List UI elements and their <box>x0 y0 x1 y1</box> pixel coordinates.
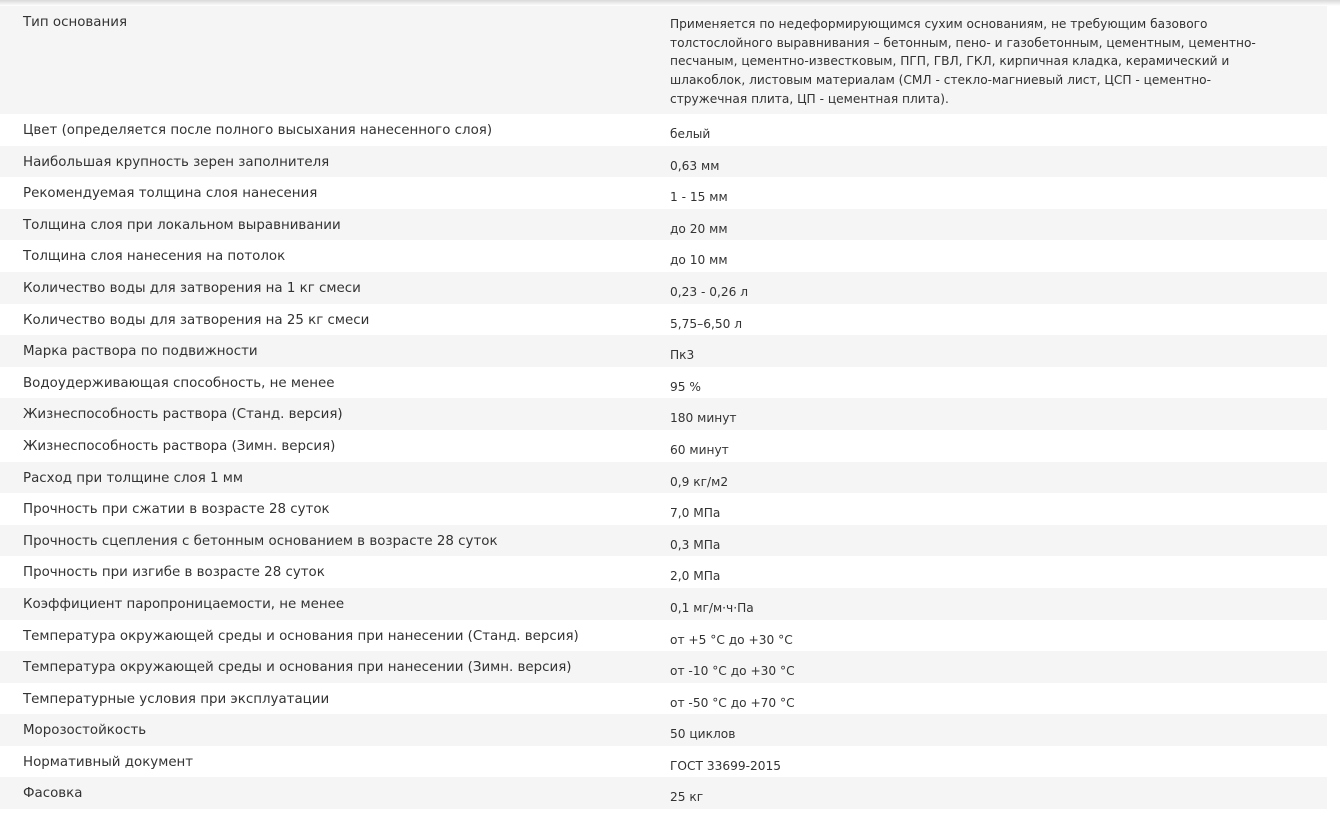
spec-row <box>0 588 1327 620</box>
spec-label: Толщина слоя нанесения на потолок <box>23 249 286 265</box>
spec-value: 25 кг <box>670 790 704 805</box>
spec-label: Прочность сцепления с бетонным основанием в возрасте 28 суток <box>23 533 498 549</box>
spec-label: Нормативный документ <box>23 754 194 770</box>
spec-value: от -50 °С до +70 °С <box>670 695 795 710</box>
spec-value: 2,0 МПа <box>670 569 721 584</box>
spec-label: Прочность при сжатии в возрасте 28 суток <box>23 502 330 518</box>
spec-row <box>0 683 1327 715</box>
spec-row <box>0 304 1327 336</box>
spec-row <box>0 209 1327 241</box>
spec-label: Цвет (определяется после полного высыхания нанесенного слоя) <box>23 123 493 138</box>
spec-label: Рекомендуемая толщина слоя нанесения <box>23 186 318 202</box>
spec-label: Прочность при изгибе в возрасте 28 суток <box>23 565 325 581</box>
spec-row <box>0 398 1327 430</box>
spec-value: ГОСТ 33699-2015 <box>670 758 782 773</box>
spec-row <box>0 556 1327 588</box>
spec-row <box>0 777 1327 809</box>
spec-label: Температурные условия при эксплуатации <box>23 691 330 707</box>
spec-value: 0,9 кг/м2 <box>670 474 729 489</box>
spec-row <box>0 493 1327 525</box>
spec-value: 0,63 мм <box>670 158 720 173</box>
spec-value: Применяется по недеформирующимся сухим основаниям, не требующим базового толстослойного выравнивания – бетонным, пено- и газобетонным, цементным, цементно-песчаным, цементно-известковым, ПГП, ГВЛ, ГКЛ, кирпичная кладка, керамический и шлакоблок, листовым материалам (СМЛ - стекло-магниевый лист, ЦСП - цементно-стружечная плита, ЦП - цементная плита). <box>670 17 1256 106</box>
spec-row <box>0 651 1327 683</box>
spec-row <box>0 146 1327 178</box>
spec-label: Водоудерживающая способность, не менее <box>23 375 335 391</box>
spec-value: 1 - 15 мм <box>670 190 728 205</box>
spec-row <box>0 367 1327 399</box>
spec-row <box>0 430 1327 462</box>
spec-value: 5,75–6,50 л <box>670 316 743 331</box>
spec-row <box>0 525 1327 557</box>
spec-value: от -10 °С до +30 °С <box>670 664 795 679</box>
spec-value: 95 % <box>670 379 701 394</box>
spec-value: до 20 мм <box>670 221 728 236</box>
spec-label: Марка раствора по подвижности <box>23 344 258 360</box>
spec-row <box>0 114 1327 146</box>
spec-row <box>0 714 1327 746</box>
spec-row <box>0 177 1327 209</box>
spec-label: Расход при толщине слоя 1 мм <box>23 470 244 486</box>
spec-row <box>0 620 1327 652</box>
spec-row <box>0 240 1327 272</box>
spec-label: Количество воды для затворения на 1 кг смеси <box>23 280 361 296</box>
spec-value: Пк3 <box>670 348 695 363</box>
spec-value: до 10 мм <box>670 253 728 268</box>
spec-label: Количество воды для затворения на 25 кг смеси <box>23 312 370 328</box>
spec-label: Коэффициент паропроницаемости, не менее <box>23 596 345 612</box>
spec-value: 50 циклов <box>670 727 736 742</box>
spec-label: Морозостойкость <box>23 723 147 739</box>
spec-label: Жизнеспособность раствора (Станд. версия) <box>23 407 343 423</box>
spec-label: Температура окружающей среды и основания при нанесении (Станд. версия) <box>23 628 579 644</box>
spec-label: Температура окружающей среды и основания при нанесении (Зимн. версия) <box>23 660 572 676</box>
spec-value: 0,1 мг/м·ч·Па <box>670 600 754 615</box>
spec-value: 180 минут <box>670 411 737 426</box>
spec-value: белый <box>670 127 711 141</box>
spec-label: Жизнеспособность раствора (Зимн. версия) <box>23 438 336 454</box>
spec-label: Фасовка <box>23 786 83 802</box>
spec-value: от +5 °С до +30 °С <box>670 632 793 647</box>
spec-row <box>0 272 1327 304</box>
spec-label: Тип основания <box>23 15 128 30</box>
spec-row <box>0 335 1327 367</box>
spec-row <box>0 746 1327 778</box>
spec-value: 0,3 МПа <box>670 537 721 552</box>
spec-value: 0,23 - 0,26 л <box>670 284 749 299</box>
spec-label: Наибольшая крупность зерен заполнителя <box>23 154 330 170</box>
spec-row <box>0 462 1327 494</box>
spec-value: 7,0 МПа <box>670 506 721 521</box>
spec-label: Толщина слоя при локальном выравнивании <box>23 217 341 233</box>
spec-value: 60 минут <box>670 442 729 457</box>
spec-row <box>0 6 1327 114</box>
spec-table <box>0 6 1327 809</box>
